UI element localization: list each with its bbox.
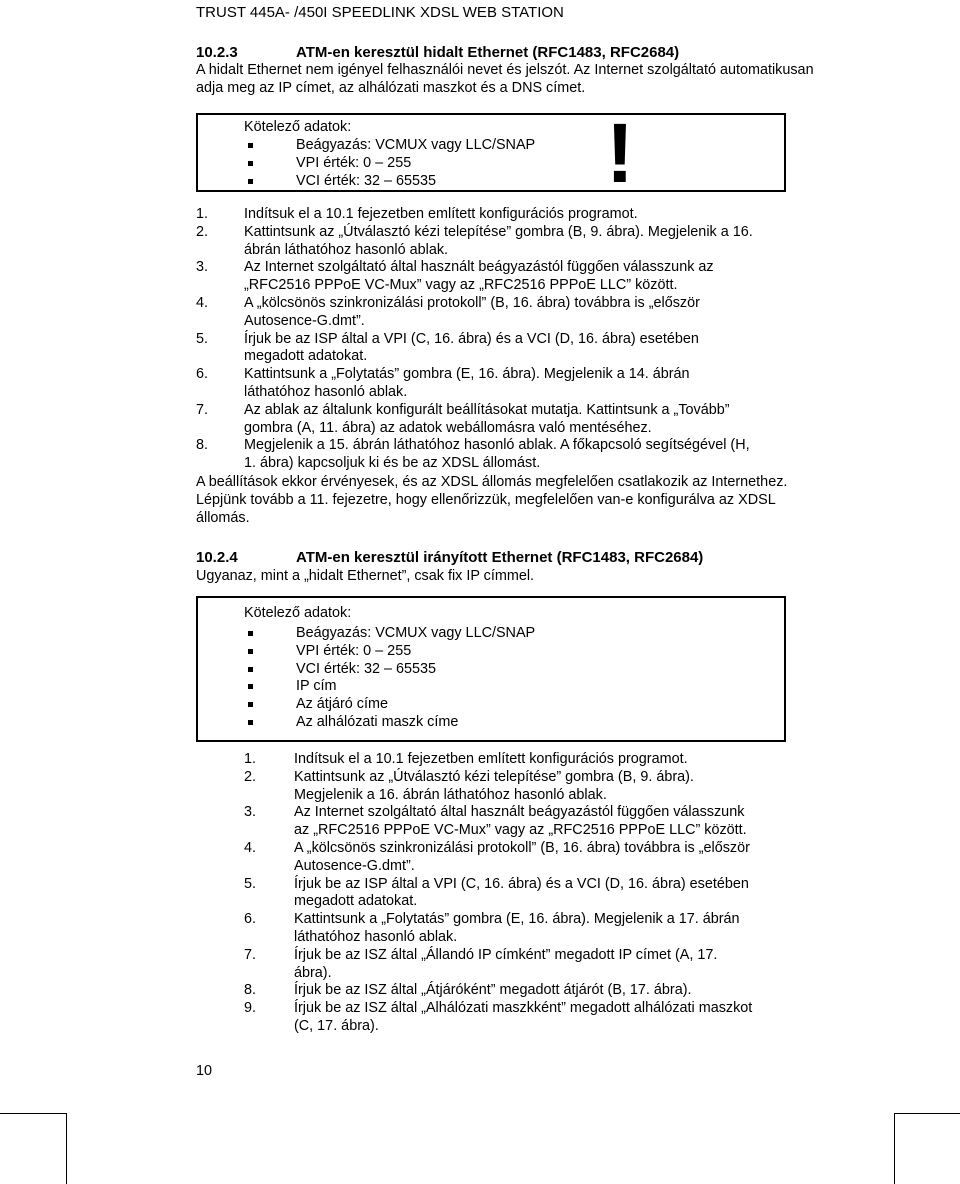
list-item (196, 224, 756, 260)
step-text: Írjuk be az ISP által a VPI (C, 16. ábra) és a VCI (D, 16. ábra) esetében megadott adatokat. (244, 330, 699, 365)
list-item (196, 206, 756, 224)
step-number: 3. (196, 259, 209, 276)
section-heading-10-2-4 (196, 549, 703, 567)
step-text: Kattintsunk a „Folytatás” gombra (E, 16. ábra). Megjelenik a 14. ábrán láthatóhoz hasonló ablak. (244, 366, 690, 400)
step-number: 3. (244, 804, 257, 821)
step-number: 6. (196, 366, 209, 383)
list-item: IP cím (244, 678, 535, 696)
crop-mark (0, 1113, 66, 1114)
step-number: 1. (244, 751, 257, 767)
step-text: Az Internet szolgáltató által használt beágyazástól függően válasszunk az „RFC2516 PPPoE VC-Mux” vagy az „RFC2516 PPPoE LLC” között. (294, 804, 747, 839)
step-number: 1. (196, 206, 209, 222)
section-outro: A beállítások ekkor érvényesek, és az XDSL állomás megfelelően csatlakozik az Internethez. Lépjünk tovább a 11. fejezetre, hogy ellenőrizzük, megfelelően van-e konfigurálva az XDSL állomás. (196, 474, 788, 526)
step-text: Indítsuk el a 10.1 fejezetben említett konfigurációs programot. (244, 206, 638, 222)
step-number: 7. (196, 401, 209, 418)
step-text: Indítsuk el a 10.1 fejezetben említett konfigurációs programot. (294, 751, 688, 767)
step-number: 4. (196, 294, 209, 311)
box-title: Kötelező adatok: (244, 605, 352, 621)
steps-list (196, 206, 756, 473)
list-item: VPI érték: 0 – 255 (244, 643, 535, 661)
section-intro: Ugyanaz, mint a „hidalt Ethernet”, csak fix IP címmel. (196, 568, 535, 584)
step-text: Kattintsunk az „Útválasztó kézi telepítése” gombra (B, 9. ábra). Megjelenik a 16. ábrán láthatóhoz hasonló ablak. (244, 223, 753, 258)
list-item: VPI érték: 0 – 255 (244, 155, 535, 173)
list-item (196, 331, 756, 367)
list-item (196, 259, 756, 295)
section-number: 10.2.3 (196, 44, 238, 61)
list-item (196, 402, 756, 438)
crop-mark (66, 1113, 67, 1184)
step-number: 8. (244, 982, 257, 999)
step-number: 5. (244, 875, 257, 892)
box-title: Kötelező adatok: (244, 119, 352, 135)
list-item: Beágyazás: VCMUX vagy LLC/SNAP (244, 137, 535, 155)
required-data-box (196, 106, 786, 200)
list-item (244, 876, 754, 912)
step-number: 5. (196, 330, 209, 347)
step-text: Írjuk be az ISZ által „Alhálózati maszkként” megadott alhálózati maszkot (C, 17. ábra). (294, 1000, 753, 1034)
list-item (244, 1000, 754, 1036)
list-item: Az alhálózati maszk címe (244, 714, 535, 732)
steps-list (244, 751, 754, 1036)
crop-mark (894, 1113, 960, 1114)
section-heading-10-2-3 (196, 44, 679, 62)
warning-exclamation-icon: ! (606, 106, 634, 200)
list-item (244, 769, 754, 805)
step-number: 4. (244, 839, 257, 856)
step-text: Az Internet szolgáltató által használt beágyazástól függően válasszunk az „RFC2516 PPPoE VC-Mux” vagy az „RFC2516 PPPoE LLC” között. (244, 259, 714, 294)
step-text: Megjelenik a 15. ábrán láthatóhoz hasonló ablak. A főkapcsoló segítségével (H, 1. ábra) kapcsoljuk ki és be az XDSL állomást. (244, 437, 750, 472)
list-item (244, 840, 754, 876)
step-number: 8. (196, 437, 209, 454)
step-number: 2. (244, 768, 257, 785)
required-data-box (196, 596, 786, 742)
section-title: ATM-en keresztül hidalt Ethernet (RFC1483, RFC2684) (296, 44, 680, 61)
crop-mark (894, 1113, 895, 1184)
section-intro: A hidalt Ethernet nem igényel felhasználói nevet és jelszót. Az Internet szolgáltató automatikusan adja meg az IP címet, az alhálózati maszkot és a DNS címet. (196, 62, 814, 96)
list-item (244, 947, 754, 983)
step-text: Az ablak az általunk konfigurált beállításokat mutatja. Kattintsunk a „Tovább” gombra (A, 11. ábra) az adatok webállomásra való mentéséhez. (244, 401, 730, 436)
list-item (196, 366, 756, 402)
list-item (244, 751, 754, 769)
page-number: 10 (196, 1063, 213, 1079)
list-item (244, 982, 754, 1000)
step-number: 7. (244, 946, 257, 963)
list-item: Beágyazás: VCMUX vagy LLC/SNAP (244, 625, 535, 643)
list-item: VCI érték: 32 – 65535 (244, 173, 535, 191)
required-data-list (244, 625, 535, 732)
step-number: 6. (244, 911, 257, 928)
list-item (244, 911, 754, 947)
step-text: Írjuk be az ISZ által „Állandó IP címként” megadott IP címet (A, 17. ábra). (294, 946, 718, 981)
step-text: Írjuk be az ISZ által „Átjáróként” megadott átjárót (B, 17. ábra). (294, 982, 692, 999)
section-title: ATM-en keresztül irányított Ethernet (RFC1483, RFC2684) (296, 549, 704, 566)
section-number: 10.2.4 (196, 549, 238, 566)
list-item: Az átjáró címe (244, 696, 535, 714)
step-text: A „kölcsönös szinkronizálási protokoll” (B, 16. ábra) továbbra is „először Autosence-G.dmt”. (294, 839, 750, 874)
step-text: Kattintsunk az „Útválasztó kézi telepítése” gombra (B, 9. ábra). Megjelenik a 16. ábrán láthatóhoz hasonló ablak. (294, 768, 694, 803)
step-number: 9. (244, 1000, 257, 1017)
step-text: Kattintsunk a „Folytatás” gombra (E, 16. ábra). Megjelenik a 17. ábrán láthatóhoz hasonló ablak. (294, 911, 740, 945)
list-item: VCI érték: 32 – 65535 (244, 661, 535, 679)
list-item (244, 804, 754, 840)
list-item (196, 295, 756, 331)
step-text: A „kölcsönös szinkronizálási protokoll” (B, 16. ábra) továbbra is „először Autosence-G.dmt”. (244, 294, 700, 329)
required-data-list (244, 137, 535, 190)
step-text: Írjuk be az ISP által a VPI (C, 16. ábra) és a VCI (D, 16. ábra) esetében megadott adatokat. (294, 875, 749, 910)
step-number: 2. (196, 223, 209, 240)
list-item (196, 437, 756, 473)
running-header: TRUST 445A- /450I SPEEDLINK XDSL WEB STATION (196, 4, 564, 21)
